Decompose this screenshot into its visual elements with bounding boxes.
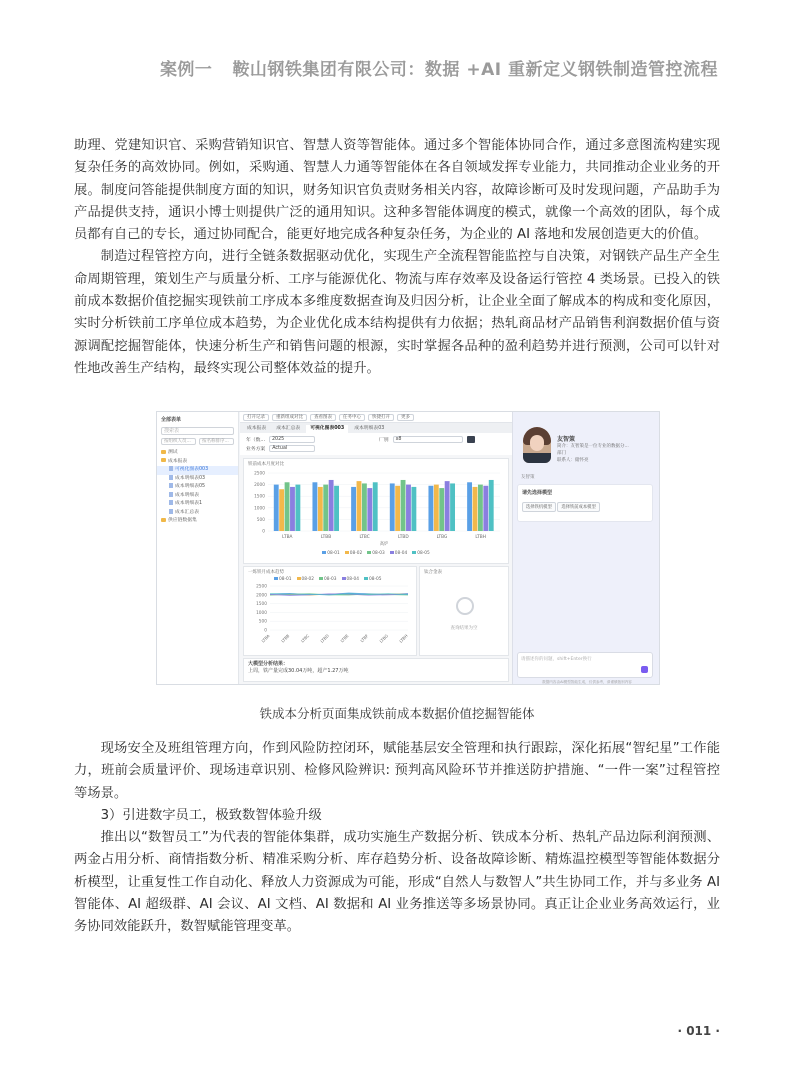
tree-item[interactable] bbox=[157, 509, 238, 518]
bar[interactable] bbox=[428, 486, 433, 531]
toolbar bbox=[240, 412, 512, 423]
assistant-panel bbox=[512, 412, 659, 684]
version-select[interactable]: Actual bbox=[269, 445, 315, 452]
tree-item-label: 成本报表 bbox=[168, 458, 188, 464]
empty-search-icon bbox=[456, 597, 474, 615]
panel-title: 全部表单 bbox=[161, 417, 182, 423]
bar[interactable] bbox=[373, 482, 378, 531]
tree-item[interactable] bbox=[157, 517, 238, 526]
report-tree bbox=[157, 449, 238, 526]
legend-label: 08-04 bbox=[346, 577, 359, 582]
tree-item-label: 测试 bbox=[168, 450, 178, 455]
bar[interactable] bbox=[367, 488, 372, 531]
x-tick-label: LTBE bbox=[339, 633, 350, 644]
tree-item-label: 可视化图表003 bbox=[175, 467, 209, 472]
x-tick-label: LTBC bbox=[299, 633, 311, 644]
tree-item-label: 供应链数据集 bbox=[168, 518, 197, 523]
x-tick-label: LTBD bbox=[397, 535, 409, 540]
legend-item[interactable] bbox=[322, 551, 340, 556]
subheading: 3）引进数字员工，极致数智体验升级 bbox=[100, 807, 322, 823]
x-tick-label: LTBD bbox=[319, 633, 330, 644]
x-tick-label: LTBH bbox=[398, 633, 409, 644]
model-prompt: 请先选择模型 bbox=[522, 490, 553, 496]
bar[interactable] bbox=[406, 485, 411, 531]
legend-swatch bbox=[319, 577, 323, 580]
legend-swatch bbox=[322, 551, 326, 554]
paragraph: 推出以“数智员工”为代表的智能体集群，成功实施生产数据分析、铁成本分析、热轧产品边际利润预测、两金占用分析、商情指数分析、精准采购分析、库存趋势分析、设备故障诊断、精炼温控模型等智能体数据分析模型，让重复性工作自动化、释放人力资源成为可能，形成“自然人与数智人”共生协同工作，并与多业务 AI 智能体、AI 超级群、AI 会议、AI 文档、AI 数据和 AI 业务推送等多场景协同。真正让企业业务高效运行，业务协同效能跃升，数智赋能管理变革。 bbox=[74, 830, 720, 935]
legend-swatch bbox=[297, 577, 301, 580]
assistant-dept: 部门 bbox=[557, 451, 566, 456]
legend-swatch bbox=[412, 551, 416, 554]
version-label: 业务方案 bbox=[246, 447, 266, 452]
x-tick-label: LTBC bbox=[359, 535, 370, 540]
bot-label: 友智策 bbox=[521, 475, 535, 480]
y-tick-label: 500 bbox=[256, 517, 265, 523]
search-icon[interactable] bbox=[467, 436, 475, 443]
tab-0[interactable]: 成本报表 bbox=[247, 426, 267, 431]
legend-label: 08-05 bbox=[417, 551, 430, 556]
bar[interactable] bbox=[274, 485, 279, 531]
toolbar-button[interactable]: 重新组成对比 bbox=[272, 414, 307, 421]
header-title: 鞍山钢铁集团有限公司：数据 +AI 重新定义钢铁制造管控流程 bbox=[232, 60, 718, 80]
line-chart-panel bbox=[243, 566, 417, 656]
figure-screenshot bbox=[156, 411, 660, 685]
legend-item[interactable] bbox=[390, 551, 408, 556]
x-tick-label: LTBA bbox=[260, 633, 271, 644]
line-chart-title: 一炼铁月成本趋势 bbox=[248, 570, 284, 575]
legend-label: 08-02 bbox=[349, 551, 363, 556]
tree-item[interactable] bbox=[157, 466, 238, 475]
report-list-panel bbox=[157, 412, 239, 684]
analysis-text: 上周，铁产量完成30.04万吨，超产1.27万吨 bbox=[248, 668, 349, 674]
x-tick-label: LTBH bbox=[475, 535, 486, 540]
y-tick-label: 2000 bbox=[256, 593, 267, 599]
bar[interactable] bbox=[434, 485, 439, 531]
case-label: 案例一 bbox=[159, 60, 213, 80]
bar[interactable] bbox=[351, 487, 356, 531]
x-axis-label: 高炉 bbox=[379, 542, 389, 547]
file-icon bbox=[169, 509, 173, 514]
tab-3[interactable]: 成本明细表03 bbox=[354, 426, 385, 431]
send-icon[interactable] bbox=[641, 666, 648, 673]
bar[interactable] bbox=[401, 480, 406, 531]
tab-1[interactable]: 成本汇总表 bbox=[276, 426, 301, 431]
legend-swatch bbox=[364, 577, 368, 580]
legend-label: 08-01 bbox=[327, 551, 340, 556]
assistant-name: 友智策 bbox=[557, 436, 576, 443]
bar-legend bbox=[244, 551, 508, 556]
legend-label: 08-05 bbox=[369, 577, 382, 582]
sort-filter[interactable]: 按名称排序... bbox=[199, 438, 234, 445]
toolbar-button[interactable]: 任务中心 bbox=[339, 414, 365, 421]
assistant-avatar bbox=[523, 427, 551, 463]
bar[interactable] bbox=[334, 486, 339, 531]
tree-item[interactable] bbox=[157, 449, 238, 458]
folder-icon bbox=[161, 450, 166, 454]
bar[interactable] bbox=[483, 486, 488, 531]
bar[interactable] bbox=[290, 487, 295, 531]
legend-item[interactable] bbox=[412, 551, 430, 556]
legend-label: 08-04 bbox=[394, 551, 408, 556]
bar[interactable] bbox=[279, 489, 284, 531]
legend-label: 08-03 bbox=[324, 577, 337, 582]
y-tick-label: 1000 bbox=[254, 506, 265, 512]
folder-icon bbox=[161, 518, 166, 522]
bar[interactable] bbox=[318, 487, 323, 531]
y-tick-label: 2000 bbox=[254, 483, 265, 489]
assistant-intro: 简介：友智策是一位专业的数据分... bbox=[557, 444, 629, 449]
y-tick-label: 2500 bbox=[254, 471, 265, 477]
tree-item[interactable] bbox=[157, 483, 238, 492]
model-option-b[interactable]: 选择铁前成本模型 bbox=[557, 502, 599, 512]
file-icon bbox=[169, 475, 173, 480]
bar[interactable] bbox=[478, 485, 483, 531]
x-tick-label: LTBF bbox=[359, 633, 370, 644]
empty-panel bbox=[419, 566, 509, 656]
legend-label: 08-03 bbox=[372, 551, 385, 556]
y-tick-label: 1500 bbox=[256, 602, 267, 608]
paragraph: 制造过程管控方向，进行全链条数据驱动优化，实现生产全流程智能监控与自决策，对钢铁产品生产全生命周期管理，策划生产与质量分析、工序与能源优化、物流与库存效率及设备运行管控 4 类场景。已投入的铁前成本数据价值挖掘实现铁前工序成本多维度数据查询及归因分析，让企业全面了解成本的构成和变化原因，实时分析铁前工序单位成本趋势，为企业优化成本结构提供有力依据；热轧商品材产品销售利润数据价值与资源调配挖掘智能体，快速分析生产和销售问题的根源，实时掌握各品种的盈利趋势并进行预测，公司可以针对性地改善生产结构，最终实现公司整体效益的提升。 bbox=[74, 249, 720, 376]
tree-item-label: 成本明细表1 bbox=[175, 501, 203, 506]
legend-swatch bbox=[345, 551, 349, 554]
filter-bar bbox=[240, 433, 512, 455]
tree-item[interactable] bbox=[157, 492, 238, 501]
toolbar-button[interactable]: 快捷打开 bbox=[368, 414, 394, 421]
tab-2[interactable]: 可视化图表003 bbox=[306, 425, 348, 433]
running-header bbox=[160, 55, 718, 80]
plant-select[interactable]: x8 bbox=[393, 436, 463, 443]
legend-label: 08-02 bbox=[301, 577, 314, 582]
bar[interactable] bbox=[489, 480, 494, 531]
legend-swatch bbox=[367, 551, 371, 554]
bar[interactable] bbox=[285, 482, 290, 531]
chat-input-placeholder: 请描述你的问题，shift+Enter换行 bbox=[521, 657, 592, 662]
legend-item[interactable] bbox=[367, 551, 385, 556]
tree-item-label: 成本明细表05 bbox=[175, 484, 206, 489]
y-tick-label: 1000 bbox=[256, 610, 267, 616]
chat-input[interactable] bbox=[517, 652, 653, 678]
bar-chart-panel bbox=[243, 458, 509, 564]
legend-label: 08-01 bbox=[279, 577, 292, 582]
bar-chart bbox=[244, 469, 506, 549]
bar[interactable] bbox=[467, 482, 472, 531]
y-tick-label: 1500 bbox=[254, 494, 265, 500]
page-number: · 011 · bbox=[677, 1024, 720, 1038]
bar[interactable] bbox=[295, 485, 300, 531]
analysis-title: 大模型分析结果： bbox=[248, 661, 289, 667]
tab-bar bbox=[240, 423, 512, 433]
bar[interactable] bbox=[362, 483, 367, 531]
y-tick-label: 2500 bbox=[256, 584, 267, 590]
file-icon bbox=[169, 500, 173, 505]
body-text-bottom bbox=[74, 738, 720, 939]
paragraph: 助理、党建知识官、采购营销知识官、智慧人资等智能体。通过多个智能体协同合作，通过多意图流构建实现复杂任务的高效协同。例如，采购通、智慧人力通等智能体在各自领域发挥专业能力，共同推动企业业务的开展。制度问答能提供制度方面的知识，财务知识官负责财务相关内容，故障诊断可及时发现问题，产品助手为产品提供支持，通识小博士则提供广泛的通用知识。这种多智能体调度的模式，就像一个高效的团队，每个成员都有自己的专长，通过协同配合，能更好地完成各种复杂任务，为企业的 AI 落地和发展创造更大的价值。 bbox=[74, 138, 720, 243]
x-tick-label: LTBG bbox=[378, 633, 389, 644]
file-icon bbox=[169, 466, 173, 471]
tree-item[interactable] bbox=[157, 458, 238, 467]
y-tick-label: 500 bbox=[258, 619, 267, 625]
analysis-panel bbox=[243, 658, 509, 682]
legend-swatch bbox=[274, 577, 278, 580]
toolbar-button[interactable]: 查看图表 bbox=[310, 414, 336, 421]
tree-item[interactable] bbox=[157, 500, 238, 509]
bar[interactable] bbox=[439, 488, 444, 531]
x-tick-label: LTBB bbox=[320, 535, 332, 540]
legend-swatch bbox=[390, 551, 394, 554]
y-tick-label: 0 bbox=[262, 529, 265, 535]
report-main bbox=[240, 412, 512, 684]
bar[interactable] bbox=[473, 487, 478, 531]
empty-panel-title: 钛合金表 bbox=[424, 570, 442, 575]
model-select-card bbox=[517, 484, 653, 522]
file-icon bbox=[169, 483, 173, 488]
tree-item[interactable] bbox=[157, 475, 238, 484]
year-select[interactable]: 2025 bbox=[269, 436, 315, 443]
figure-caption: 铁成本分析页面集成铁前成本数据价值挖掘智能体 bbox=[259, 706, 535, 721]
tree-item-label: 成本汇总表 bbox=[175, 509, 199, 515]
x-tick-label: LTBG bbox=[436, 535, 448, 540]
bar[interactable] bbox=[357, 481, 362, 531]
ai-disclaimer: 数据内容由AI模型智能生成，仅供参考，请谨慎甄别内容 bbox=[542, 680, 632, 684]
x-tick-label: LTBA bbox=[282, 535, 293, 540]
model-option-a[interactable]: 选择铁机模型 bbox=[522, 502, 556, 512]
legend-item[interactable] bbox=[345, 551, 363, 556]
plant-label: 厂别 bbox=[378, 438, 389, 443]
bar[interactable] bbox=[390, 483, 395, 531]
bar[interactable] bbox=[323, 485, 328, 531]
body-text-top bbox=[74, 135, 720, 380]
file-icon bbox=[169, 492, 173, 497]
bar-chart-title: 铁前成本月度对比 bbox=[248, 462, 284, 467]
bar[interactable] bbox=[329, 480, 334, 531]
legend-swatch bbox=[342, 577, 346, 580]
toolbar-button[interactable]: 更多 bbox=[397, 414, 414, 421]
folder-icon bbox=[161, 458, 166, 462]
toolbar-button[interactable]: 打开记录 bbox=[243, 414, 269, 421]
y-tick-label: 0 bbox=[264, 628, 267, 634]
org-filter[interactable]: 按组织人员... bbox=[161, 438, 196, 445]
paragraph: 现场安全及班组管理方向，作到风险防控闭环，赋能基层安全管理和执行跟踪，深化拓展“智纪星”工作能力，班前会质量评价、现场违章识别、检修风险辨识: 预判高风险环节并推送防护措施、“一件一案”过程管控等场景。 bbox=[74, 741, 720, 801]
bar[interactable] bbox=[395, 486, 400, 531]
bar[interactable] bbox=[445, 481, 450, 531]
bar[interactable] bbox=[411, 487, 416, 531]
line-chart bbox=[244, 582, 414, 652]
search-input[interactable]: 搜索表 bbox=[161, 427, 234, 435]
bar[interactable] bbox=[312, 482, 317, 531]
x-tick-label: LTBB bbox=[280, 633, 291, 644]
empty-text: 查询结果为空 bbox=[450, 626, 478, 631]
tree-item-label: 成本明细表03 bbox=[175, 475, 206, 481]
tree-item-label: 成本明细表 bbox=[175, 492, 199, 498]
bar[interactable] bbox=[450, 483, 455, 531]
assistant-contact: 联系人：储怀亮 bbox=[557, 458, 589, 463]
year-label: 年（数... bbox=[246, 438, 265, 443]
